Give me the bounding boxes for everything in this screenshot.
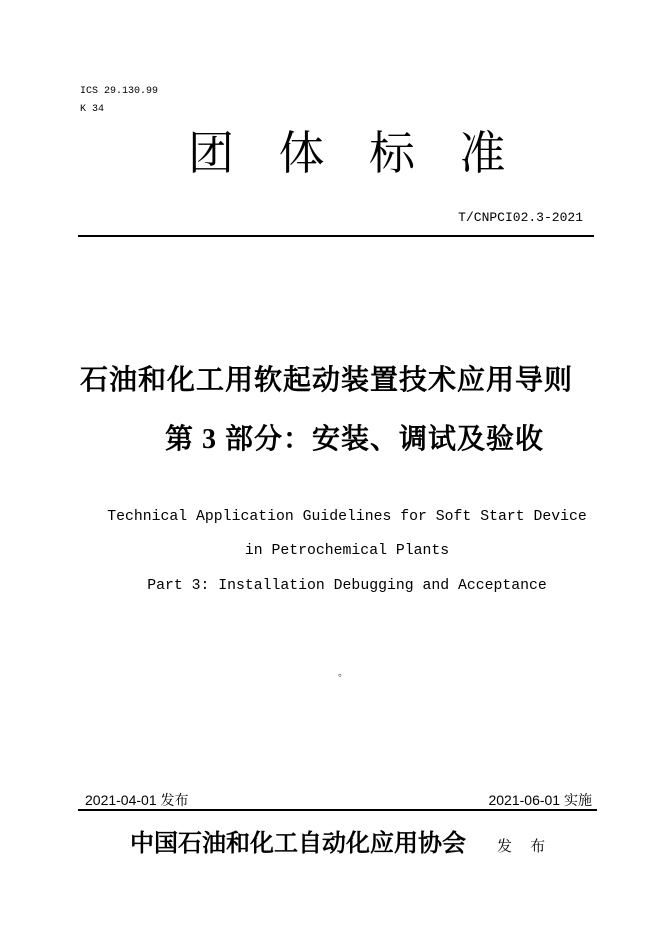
document-type-title: 团 体 标 准	[188, 128, 506, 179]
header-divider	[78, 235, 594, 237]
ics-code: ICS 29.130.99	[80, 86, 159, 97]
footer-divider	[78, 809, 597, 811]
implementation-date: 2021-06-01 实施	[488, 792, 592, 808]
title-english-line: Part 3: Installation Debugging and Acceptance	[147, 578, 547, 594]
title-english-line: in Petrochemical Plants	[244, 543, 450, 559]
title-english-line: Technical Application Guidelines for Soft Start Device	[107, 509, 587, 525]
stray-mark: 。	[338, 668, 348, 679]
issuing-organization: 中国石油和化工自动化应用协会	[130, 830, 466, 857]
issue-date: 2021-04-01 发布	[85, 792, 189, 808]
issue-label: 发 布	[497, 838, 546, 855]
title-chinese-main: 石油和化工用软起动装置技术应用导则	[80, 364, 574, 395]
standard-number: T/CNPCI02.3-2021	[458, 210, 583, 225]
classification-code: K 34	[80, 104, 105, 115]
title-chinese-part: 第 3 部分：安装、调试及验收	[165, 424, 545, 455]
